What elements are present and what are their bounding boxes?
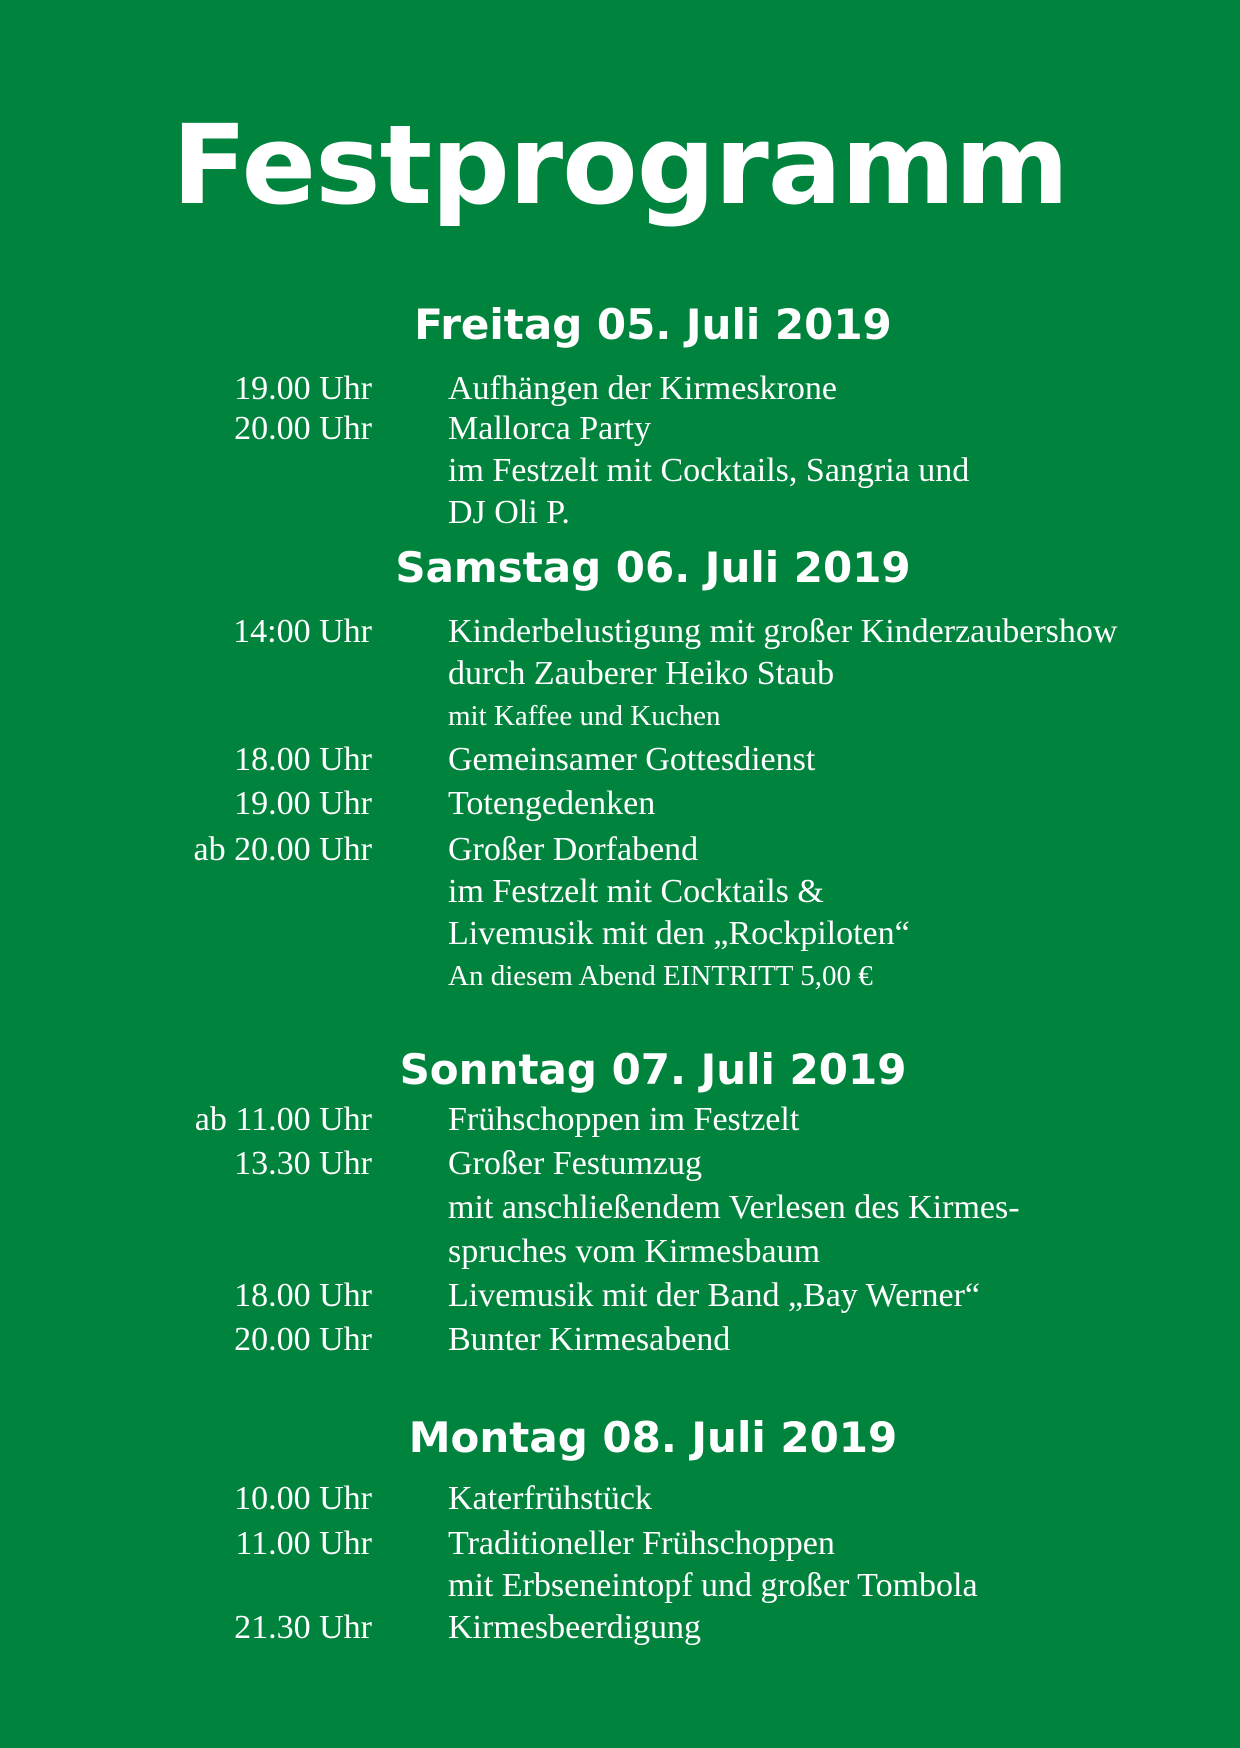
entry-time: 20.00 Uhr	[234, 1321, 372, 1358]
entry-text: Mallorca Party	[448, 410, 651, 447]
entry-text: Totengedenken	[448, 785, 656, 822]
entry-time: ab 20.00 Uhr	[193, 831, 372, 868]
entry-text: DJ Oli P.	[448, 494, 570, 531]
entry-text: spruches vom Kirmesbaum	[448, 1233, 821, 1270]
entry-text: im Festzelt mit Cocktails, Sangria und	[448, 452, 970, 489]
entry-time: ab 11.00 Uhr	[194, 1101, 372, 1138]
entry-text: im Festzelt mit Cocktails &	[448, 873, 824, 910]
entry-text: Kirmesbeerdigung	[448, 1609, 702, 1646]
entry-note: An diesem Abend EINTRITT 5,00 €	[448, 960, 873, 992]
entry-text: durch Zauberer Heiko Staub	[448, 655, 835, 692]
entry-time: 18.00 Uhr	[234, 1277, 372, 1314]
entry-text: Aufhängen der Kirmeskrone	[448, 370, 837, 407]
day-heading-freitag: Freitag 05. Juli 2019	[414, 300, 892, 349]
entry-text: Traditioneller Frühschoppen	[448, 1525, 835, 1562]
entry-time: 10.00 Uhr	[234, 1480, 372, 1517]
entry-time: 14:00 Uhr	[233, 613, 372, 650]
entry-text: Livemusik mit den „Rockpiloten“	[448, 915, 910, 952]
entry-time: 13.30 Uhr	[234, 1145, 372, 1182]
entry-text: Großer Dorfabend	[448, 831, 699, 868]
page-title: Festprogramm	[171, 101, 1069, 229]
entry-text: Katerfrühstück	[448, 1480, 652, 1517]
entry-text: Kinderbelustigung mit großer Kinderzaubershow	[448, 613, 1118, 650]
entry-time: 19.00 Uhr	[234, 785, 372, 822]
entry-time: 19.00 Uhr	[234, 370, 372, 407]
entry-text: Gemeinsamer Gottesdienst	[448, 741, 816, 778]
entry-text: Frühschoppen im Festzelt	[448, 1101, 800, 1138]
entry-time: 20.00 Uhr	[234, 410, 372, 447]
entry-time: 18.00 Uhr	[234, 741, 372, 778]
entry-text: mit anschließendem Verlesen des Kirmes-	[448, 1189, 1020, 1226]
entry-time: 21.30 Uhr	[234, 1609, 372, 1646]
entry-text: Großer Festumzug	[448, 1145, 703, 1182]
day-heading-samstag: Samstag 06. Juli 2019	[395, 543, 911, 592]
entry-time: 11.00 Uhr	[235, 1525, 372, 1562]
entry-text: mit Erbseneintopf und großer Tombola	[448, 1567, 978, 1604]
day-heading-montag: Montag 08. Juli 2019	[408, 1413, 898, 1462]
day-heading-sonntag: Sonntag 07. Juli 2019	[399, 1045, 907, 1094]
entry-note: mit Kaffee und Kuchen	[448, 700, 721, 732]
entry-text: Livemusik mit der Band „Bay Werner“	[448, 1277, 980, 1314]
entry-text: Bunter Kirmesabend	[448, 1321, 731, 1358]
